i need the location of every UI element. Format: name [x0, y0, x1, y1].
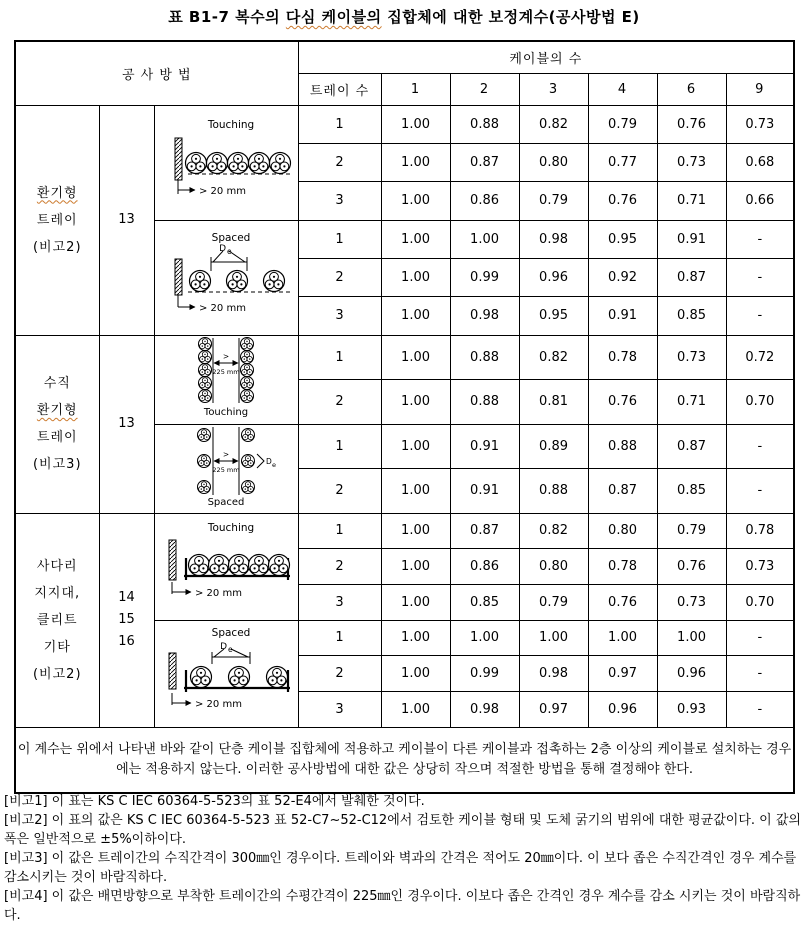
- cable-icon: [241, 376, 254, 389]
- diagram-vertical-tray-spaced-icon: [155, 425, 297, 509]
- header-cable-count: 4: [588, 73, 657, 105]
- factor-cell: 0.76: [588, 584, 657, 620]
- title-text: 집합체에 대한 보정계수(공사방법 E): [381, 8, 640, 26]
- de-dimension-label: D: [219, 243, 227, 254]
- cable-icon: [242, 454, 255, 467]
- cable-icon: [249, 554, 270, 575]
- tray-count-cell: 1: [298, 424, 381, 469]
- group-label-ladder-support: 사다리 지지대, 클리트 기타 (비고2): [15, 513, 99, 727]
- header-cable-count: 1: [381, 73, 450, 105]
- cable-icon: [242, 480, 255, 493]
- factor-cell: 1.00: [450, 220, 519, 258]
- factor-cell: 1.00: [381, 380, 450, 425]
- factor-cell: 0.82: [519, 335, 588, 380]
- factor-cell: 0.76: [657, 105, 726, 143]
- factor-cell: 0.88: [519, 469, 588, 514]
- factor-cell: 0.85: [657, 297, 726, 335]
- tray-count-cell: 2: [298, 549, 381, 585]
- factor-cell: 0.98: [519, 220, 588, 258]
- factor-cell: 0.78: [588, 549, 657, 585]
- factor-cell: 0.77: [588, 143, 657, 181]
- gap-dimension-label: > 20 mm: [195, 587, 242, 599]
- factor-cell: 0.73: [657, 584, 726, 620]
- method-number-cell: 13: [99, 105, 154, 335]
- factor-cell: 1.00: [381, 549, 450, 585]
- factor-cell: 0.71: [657, 182, 726, 220]
- cable-icon: [270, 152, 291, 173]
- method-number-cell: 13: [99, 335, 154, 513]
- factor-cell: 0.87: [588, 469, 657, 514]
- factor-cell: 0.71: [657, 380, 726, 425]
- method-number-cell: 14 15 16: [99, 513, 154, 727]
- header-cable-count: 9: [726, 73, 794, 105]
- factor-cell: 0.82: [519, 105, 588, 143]
- factor-cell: 0.96: [588, 691, 657, 727]
- cable-icon: [199, 389, 212, 402]
- factor-cell: 1.00: [381, 258, 450, 296]
- factor-cell: 0.76: [588, 182, 657, 220]
- diagram-cell: [154, 105, 298, 220]
- factor-cell: 1.00: [657, 620, 726, 656]
- factor-cell: 0.95: [588, 220, 657, 258]
- tray-count-cell: 3: [298, 691, 381, 727]
- diagram-ventilated-tray-spaced-icon: [155, 221, 297, 331]
- factor-cell: 0.95: [519, 297, 588, 335]
- header-installation-method: 공 사 방 법: [15, 41, 298, 105]
- diagram-vertical-tray-touching-icon: [155, 336, 297, 420]
- cable-icon: [269, 554, 290, 575]
- factor-cell: 1.00: [381, 513, 450, 549]
- factor-cell: 0.88: [450, 335, 519, 380]
- factor-cell: 0.91: [657, 220, 726, 258]
- factor-cell: -: [726, 691, 794, 727]
- factor-cell: 0.86: [450, 549, 519, 585]
- correction-factor-table: [14, 40, 795, 794]
- diagram-label: Spaced: [211, 626, 251, 639]
- diagram-cell: [154, 335, 298, 424]
- factor-cell: 0.68: [726, 143, 794, 181]
- header-cable-count: 2: [450, 73, 519, 105]
- factor-cell: 0.96: [657, 656, 726, 692]
- factor-cell: -: [726, 258, 794, 296]
- cable-icon: [199, 337, 212, 350]
- tray-count-cell: 3: [298, 584, 381, 620]
- factor-cell: 0.70: [726, 584, 794, 620]
- group-label-vertical-ventilated-tray: 수직 환기형 트레이 (비고3): [15, 335, 99, 513]
- tray-count-cell: 1: [298, 513, 381, 549]
- gap-dimension-label: 225 mm: [212, 465, 240, 474]
- factor-cell: 0.80: [588, 513, 657, 549]
- diagram-cell: [154, 620, 298, 727]
- factor-cell: 0.98: [450, 297, 519, 335]
- footnote-3: [비고3] 이 값은 트레이간의 수직간격이 300㎜인 경우이다. 트레이와 벽과의 간격은 적어도 20㎜이다. 이 보다 좁은 수직간격인 경우 계수를 감소시키는 것이 바람직하다.: [4, 851, 797, 885]
- cable-icon: [199, 350, 212, 363]
- diagram-ladder-touching-icon: [155, 514, 297, 616]
- table-row: [15, 335, 794, 380]
- cable-icon: [241, 389, 254, 402]
- factor-cell: 0.73: [657, 143, 726, 181]
- header-number-of-cables: 케이블의 수: [298, 41, 794, 73]
- gap-dimension-label: > 20 mm: [199, 185, 246, 197]
- factor-cell: -: [726, 469, 794, 514]
- table-header-row: [15, 41, 794, 73]
- factor-cell: 0.76: [588, 380, 657, 425]
- cable-icon: [249, 152, 270, 173]
- factor-cell: 0.79: [519, 584, 588, 620]
- cable-icon: [209, 554, 230, 575]
- diagram-label: Touching: [203, 406, 249, 418]
- factor-cell: 1.00: [381, 182, 450, 220]
- wall-hatch: [169, 653, 176, 689]
- factor-cell: 0.72: [726, 335, 794, 380]
- factor-cell: 1.00: [381, 584, 450, 620]
- cable-icon: [199, 376, 212, 389]
- factor-cell: -: [726, 297, 794, 335]
- wall-hatch: [169, 540, 176, 580]
- factor-cell: 0.85: [450, 584, 519, 620]
- factor-cell: 0.78: [726, 513, 794, 549]
- factor-cell: 1.00: [381, 220, 450, 258]
- tray-count-cell: 1: [298, 105, 381, 143]
- diagram-ladder-spaced-icon: [155, 621, 297, 723]
- factor-cell: 1.00: [381, 335, 450, 380]
- diagram-label: Touching: [207, 521, 255, 534]
- factor-cell: 0.86: [450, 182, 519, 220]
- factor-cell: 0.99: [450, 656, 519, 692]
- gap-dimension-label: 225 mm: [212, 367, 240, 376]
- cable-icon: [227, 270, 248, 291]
- factor-cell: 0.79: [519, 182, 588, 220]
- factor-cell: 0.97: [519, 691, 588, 727]
- tray-count-cell: 1: [298, 335, 381, 380]
- group-label-ventilated-tray: 환기형 트레이 (비고2): [15, 105, 99, 335]
- factor-cell: -: [726, 424, 794, 469]
- factor-cell: 1.00: [381, 656, 450, 692]
- wall-hatch: [175, 138, 182, 180]
- factor-cell: 0.97: [588, 656, 657, 692]
- factor-cell: 0.78: [588, 335, 657, 380]
- factor-cell: 1.00: [381, 424, 450, 469]
- factor-cell: 0.87: [450, 513, 519, 549]
- factor-cell: 0.79: [657, 513, 726, 549]
- de-dimension-sub: e: [228, 644, 233, 654]
- header-cable-count: 6: [657, 73, 726, 105]
- factor-cell: 0.81: [519, 380, 588, 425]
- tray-count-cell: 2: [298, 143, 381, 181]
- de-dimension-label: D: [266, 456, 272, 466]
- factor-cell: 0.91: [588, 297, 657, 335]
- cable-icon: [198, 454, 211, 467]
- diagram-cell: [154, 424, 298, 513]
- diagram-label: Touching: [207, 118, 255, 131]
- factor-cell: 0.91: [450, 424, 519, 469]
- factor-cell: 0.99: [450, 258, 519, 296]
- cable-icon: [207, 152, 228, 173]
- tray-count-cell: 2: [298, 469, 381, 514]
- diagram-label: Spaced: [211, 231, 251, 244]
- table-note: 이 계수는 위에서 나타낸 바와 같이 단층 케이블 집합체에 적용하고 케이블이 다른 케이블과 접촉하는 2층 이상의 케이블로 설치하는 경우에는 적용하지 않는다. 이러한 공사방법에 대한 값은 상당히 작으며 적절한 방법을 통해 결정해야 한다.: [15, 727, 794, 793]
- factor-cell: 1.00: [381, 691, 450, 727]
- tray-count-cell: 3: [298, 182, 381, 220]
- factor-cell: -: [726, 656, 794, 692]
- cable-icon: [186, 152, 207, 173]
- cable-icon: [241, 363, 254, 376]
- footnote-2: [비고2] 이 표의 값은 KS C IEC 60364-5-523 표 52-C7~52-C12에서 검토한 케이블 형태 및 도체 굵기의 범위에 대한 평균값이다. 이 값의 폭은 일반적으로 ±5%이하이다.: [4, 813, 801, 847]
- diagram-ventilated-tray-touching-icon: [155, 106, 297, 216]
- factor-cell: 0.88: [450, 380, 519, 425]
- gap-dimension-label: > 20 mm: [195, 698, 242, 710]
- title-text-spellcheck-underline: 다심 케이블의: [285, 8, 382, 26]
- cable-icon: [229, 666, 250, 687]
- factor-cell: 1.00: [381, 620, 450, 656]
- tray-count-cell: 1: [298, 220, 381, 258]
- factor-cell: 0.87: [450, 143, 519, 181]
- factor-cell: 0.98: [519, 656, 588, 692]
- factor-cell: 0.93: [657, 691, 726, 727]
- factor-cell: 0.80: [519, 143, 588, 181]
- cable-icon: [242, 428, 255, 441]
- cable-icon: [264, 270, 285, 291]
- factor-cell: 0.73: [726, 549, 794, 585]
- factor-cell: 0.80: [519, 549, 588, 585]
- cable-icon: [228, 152, 249, 173]
- factor-cell: 0.87: [657, 258, 726, 296]
- diagram-label: Spaced: [207, 496, 245, 508]
- factor-cell: 0.88: [450, 105, 519, 143]
- title-text: 표 B1-7 복수의: [168, 8, 286, 26]
- cable-icon: [241, 350, 254, 363]
- factor-cell: 1.00: [588, 620, 657, 656]
- factor-cell: 1.00: [381, 469, 450, 514]
- diagram-cell: [154, 220, 298, 335]
- de-dimension-sub: e: [272, 460, 277, 469]
- factor-cell: 0.92: [588, 258, 657, 296]
- factor-cell: -: [726, 220, 794, 258]
- factor-cell: 0.96: [519, 258, 588, 296]
- factor-cell: 0.76: [657, 549, 726, 585]
- cable-icon: [198, 480, 211, 493]
- factor-cell: 1.00: [519, 620, 588, 656]
- cable-icon: [190, 270, 211, 291]
- cable-icon: [229, 554, 250, 575]
- tray-count-cell: 2: [298, 380, 381, 425]
- factor-cell: 0.82: [519, 513, 588, 549]
- factor-cell: 0.73: [657, 335, 726, 380]
- header-cable-count: 3: [519, 73, 588, 105]
- factor-cell: 0.87: [657, 424, 726, 469]
- cable-icon: [267, 666, 288, 687]
- gap-dimension-label: > 20 mm: [199, 302, 246, 314]
- tray-count-cell: 2: [298, 258, 381, 296]
- de-dimension-sub: e: [227, 246, 232, 256]
- page-title: [0, 6, 808, 27]
- de-dimension-label: D: [220, 641, 228, 652]
- diagram-cell: [154, 513, 298, 620]
- factor-cell: 1.00: [450, 620, 519, 656]
- footnotes: [4, 792, 804, 925]
- factor-cell: 0.79: [588, 105, 657, 143]
- tray-count-cell: 3: [298, 297, 381, 335]
- table-row: [15, 513, 794, 549]
- tray-count-cell: 1: [298, 620, 381, 656]
- wall-hatch: [175, 259, 182, 295]
- factor-cell: 0.98: [450, 691, 519, 727]
- gte-label: >: [222, 351, 230, 361]
- table-row: [15, 727, 794, 793]
- factor-cell: 1.00: [381, 143, 450, 181]
- cable-icon: [241, 337, 254, 350]
- cable-icon: [199, 363, 212, 376]
- footnote-1: [비고1] 이 표는 KS C IEC 60364-5-523의 표 52-E4에서 발췌한 것이다.: [4, 794, 425, 809]
- gte-label: >: [222, 449, 230, 459]
- footnote-4: [비고4] 이 값은 배면방향으로 부착한 트레이간의 수평간격이 225㎜인 경우이다. 이보다 좁은 간격인 경우 계수를 감소 시키는 것이 바람직하다.: [4, 889, 801, 923]
- factor-cell: 0.91: [450, 469, 519, 514]
- cable-icon: [189, 554, 210, 575]
- tray-count-cell: 2: [298, 656, 381, 692]
- factor-cell: 0.66: [726, 182, 794, 220]
- factor-cell: 0.89: [519, 424, 588, 469]
- table-row: [15, 105, 794, 143]
- factor-cell: 0.70: [726, 380, 794, 425]
- cable-icon: [191, 666, 212, 687]
- factor-cell: 0.88: [588, 424, 657, 469]
- factor-cell: 0.73: [726, 105, 794, 143]
- factor-cell: 0.85: [657, 469, 726, 514]
- header-tray-count: 트레이 수: [298, 73, 381, 105]
- factor-cell: -: [726, 620, 794, 656]
- factor-cell: 1.00: [381, 297, 450, 335]
- cable-icon: [198, 428, 211, 441]
- factor-cell: 1.00: [381, 105, 450, 143]
